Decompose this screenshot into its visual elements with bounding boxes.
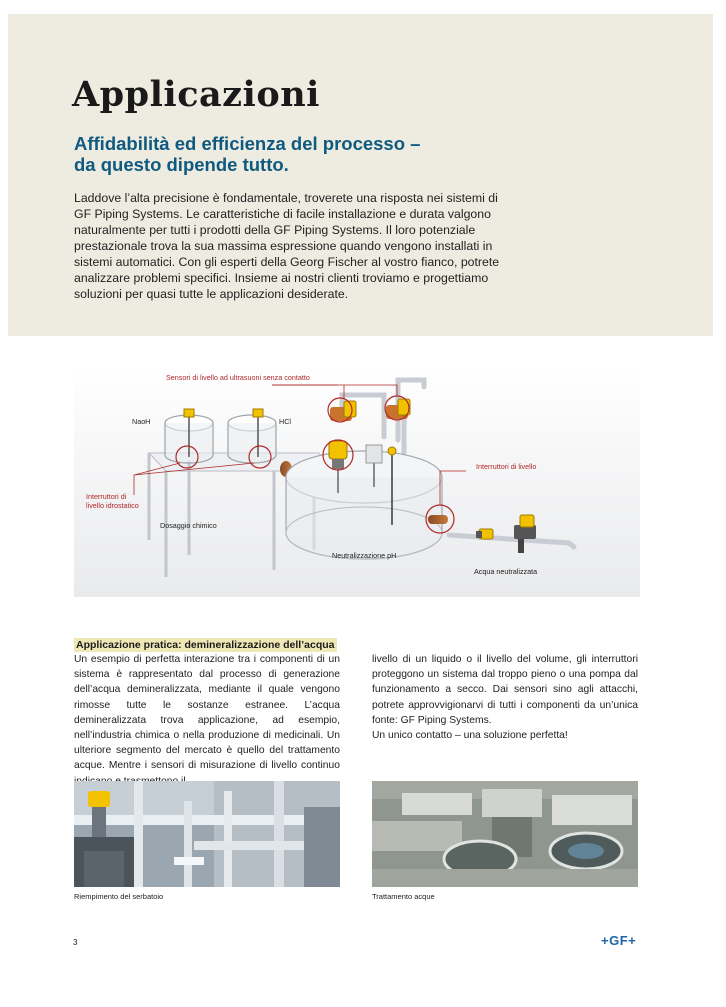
- label-hcl: HCl: [279, 417, 291, 426]
- article-column-right: [372, 652, 638, 743]
- process-diagram: [74, 365, 640, 597]
- gf-logo: +GF+: [601, 933, 637, 948]
- label-hydrostatic-line-1: Interruttori di: [86, 492, 127, 501]
- caption-tank-filling: Riempimento del serbatoio: [74, 892, 164, 901]
- section-heading: Applicazione pratica: demineralizzazione dell’acqua: [76, 639, 335, 651]
- label-naoh: NaoH: [132, 417, 151, 426]
- naoh-tank: [165, 409, 213, 463]
- label-level-switches: Interruttori di livello: [476, 462, 537, 471]
- label-ph-neutralization: Neutralizzazione pH: [332, 551, 397, 560]
- neutralization-basin: [286, 445, 442, 559]
- label-neutralized-water: Acqua neutralizzata: [474, 567, 538, 576]
- subtitle-line-2: da questo dipende tutto.: [74, 154, 289, 175]
- photo-water-treatment: [372, 781, 638, 887]
- photo-tank-filling: [74, 781, 340, 887]
- label-hydrostatic-line-2: livello idrostatico: [86, 501, 139, 510]
- page-title: Applicazioni: [72, 74, 320, 115]
- caption-water-treatment: Trattamento acque: [372, 892, 435, 901]
- page-number: 3: [73, 938, 78, 947]
- article-column-left: Un esempio di perfetta interazione tra i componenti di un sistema è rappresentato dal processo di generazione dell’acqua demineralizzata, mediante il quale vengono rimosse tutte le sostanze estranee. L’acqua demineralizzata trova applicazione, ad esempio, nell’industria chimica o nella produzione di medicinali. Un ulteriore segmento del mercato è quello del trattamento acque. Mentre i sensori di misurazione di livello continuo: [74, 654, 340, 772]
- article-closing-line: Un unico contatto – una soluzione perfetta!: [372, 730, 568, 742]
- page-subtitle: [74, 133, 494, 175]
- hcl-tank: [228, 409, 276, 463]
- article-column-right-text: livello di un liquido o il livello del volume, gli interruttori proteggono un sistema dal troppo pieno o una pompa dal funzionamento a secco. Dai sensori sino agli attacchi, potrete approvvigionarvi di tutti i componenti da un’unica fonte: GF Piping Systems.: [372, 654, 638, 726]
- intro-paragraph: Laddove l’alta precisione è fondamentale, troverete una risposta nei sistemi di GF Piping Systems. Le caratteristiche di facile installazione e durata valgono naturalmente per tutti i prodotti della GF Piping Systems. Il loro potenziale prestazionale trova la sua massima espressione quando vengono installati in sistemi automatici. Con gli esperti della Georg Fischer al vostro fianco, potrete analizzare problemi specifici. Insieme ai nostri clienti troviamo e progettiamo soluzioni per quasi tutte le applicazioni desiderate.: [74, 191, 500, 301]
- label-chemical-dosing: Dosaggio chimico: [160, 521, 217, 530]
- label-ultrasonic-sensors: Sensori di livello ad ultrasuoni senza contatto: [166, 373, 310, 382]
- subtitle-line-1: Affidabilità ed efficienza del processo –: [74, 133, 421, 154]
